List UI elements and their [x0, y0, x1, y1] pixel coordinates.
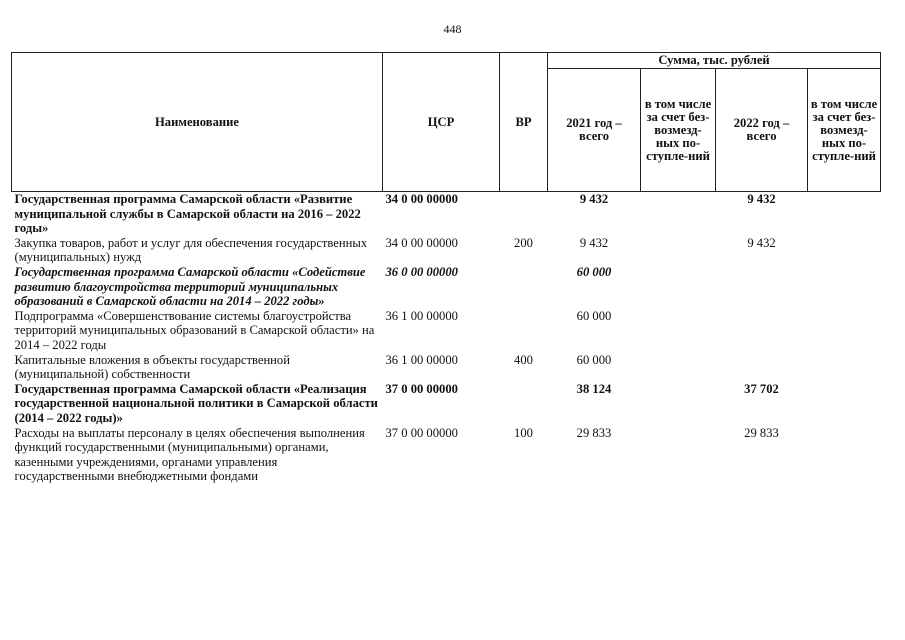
row-2021-free [641, 236, 716, 265]
row-2021-free [641, 309, 716, 353]
row-2022-free [808, 353, 881, 382]
row-2022-free [808, 236, 881, 265]
table-row [12, 382, 881, 426]
row-csr: 36 0 00 00000 [385, 264, 458, 279]
row-2021-total: 60 000 [576, 264, 612, 279]
row-2022-total: 9 432 [747, 192, 776, 206]
row-2021-total: 9 432 [579, 235, 609, 250]
row-vr: 100 [514, 425, 533, 440]
row-csr: 34 0 00 00000 [385, 235, 458, 250]
budget-table [11, 52, 881, 484]
table-row [12, 309, 881, 353]
row-2022-total [716, 353, 808, 382]
row-2021-total: 60 000 [576, 308, 612, 323]
row-csr: 34 0 00 00000 [385, 192, 458, 206]
row-2021-total: 29 833 [576, 425, 612, 440]
table-row [12, 265, 881, 309]
table-row [12, 236, 881, 265]
table-row [12, 192, 881, 236]
row-name: Капитальные вложения в объекты государственной (муниципальной) собственности [14, 352, 290, 382]
row-2022-total [716, 309, 808, 353]
row-2021-total: 60 000 [576, 352, 612, 367]
row-vr [500, 382, 548, 426]
row-2022-free [808, 309, 881, 353]
row-2022-total [716, 265, 808, 309]
row-2022-free [808, 192, 881, 236]
row-csr: 37 0 00 00000 [385, 425, 458, 440]
row-2022-free [808, 426, 881, 484]
table-header [12, 53, 881, 192]
header-csr: ЦСР [383, 53, 500, 192]
header-2021-total: 2021 год – всего [548, 69, 641, 192]
row-csr: 37 0 00 00000 [385, 381, 458, 396]
row-2022-total: 37 702 [744, 381, 779, 396]
row-vr: 200 [514, 235, 533, 250]
table-row [12, 426, 881, 484]
header-2022-total: 2022 год – всего [716, 69, 808, 192]
header-name: Наименование [12, 53, 383, 192]
row-name: Государственная программа Самарской области «Содействие развитию благоустройства территорий муниципальных образований в Самарской области на 2014 – 2022 годы» [14, 264, 366, 309]
row-vr [500, 265, 548, 309]
row-name: Государственная программа Самарской области «Развитие муниципальной службы в Самарской области на 2016 – 2022 годы» [14, 192, 361, 236]
header-sum-group: Сумма, тыс. рублей [548, 53, 881, 69]
page-number: 448 [443, 22, 462, 36]
row-name: Закупка товаров, работ и услуг для обеспечения государственных (муниципальных) нужд [14, 235, 368, 265]
row-2021-free [641, 192, 716, 236]
table-row [12, 353, 881, 382]
row-name: Расходы на выплаты персоналу в целях обеспечения выполнения функций государственными (муниципальными) органами, казенными учреждениями, органами управления государственными внебюджетными фондами [14, 425, 365, 484]
row-name: Подпрограмма «Совершенствование системы благоустройства территорий муниципальных образований в Самарской области» на 2014 – 2022 годы [14, 308, 375, 352]
row-vr [500, 309, 548, 353]
row-2021-total: 38 124 [576, 381, 612, 396]
row-2021-free [641, 426, 716, 484]
header-2021-free: в том числе за счет без-возмезд-ных по-ступле-ний [641, 69, 716, 192]
header-vr: ВР [500, 53, 548, 192]
row-csr: 36 1 00 00000 [385, 352, 458, 367]
header-2022-free: в том числе за счет без-возмезд-ных по-ступле-ний [808, 69, 881, 192]
row-2022-total: 9 432 [747, 235, 776, 250]
row-name: Государственная программа Самарской области «Реализация государственной национальной политики в Самарской области (2014 – 2022 годы)» [14, 381, 378, 425]
row-2021-free [641, 265, 716, 309]
row-2022-free [808, 382, 881, 426]
row-2022-total: 29 833 [744, 425, 779, 440]
row-2021-total: 9 432 [579, 192, 609, 206]
row-2021-free [641, 353, 716, 382]
row-csr: 36 1 00 00000 [385, 308, 458, 323]
row-vr [500, 192, 548, 236]
row-2021-free [641, 382, 716, 426]
row-vr: 400 [514, 352, 533, 367]
row-2022-free [808, 265, 881, 309]
